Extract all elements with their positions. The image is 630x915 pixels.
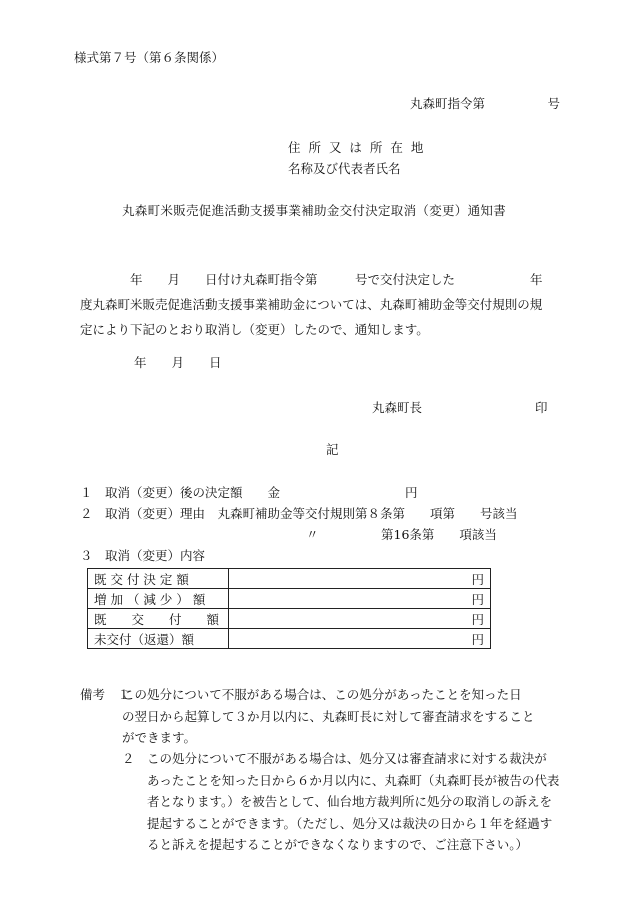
table-row-label: 未交付（返還）額 [88, 629, 229, 649]
table-row [88, 629, 491, 649]
table-row [88, 609, 491, 629]
document-number: 丸森町指令第 号 [410, 96, 561, 111]
table-row-value: 円 [229, 629, 491, 649]
item-contents: ３ 取消（変更）内容 [80, 548, 206, 563]
remark-line: この処分について不服がある場合は、この処分があったことを知った日 [122, 687, 522, 702]
item-decided-amount: １ 取消（変更）後の決定額 金 円 [80, 485, 418, 500]
table-row-label: 既 交 付 決 定 額 [88, 569, 229, 589]
table-row [88, 589, 491, 609]
notice-body [80, 267, 590, 342]
addressee-name-label: 名称及び代表者氏名 [288, 161, 401, 176]
table-row-value: 円 [229, 569, 491, 589]
form-number: 様式第７号（第６条関係） [74, 50, 225, 65]
table-row-label: 既 交 付 額 [88, 609, 229, 629]
body-line: 年 月 日付け丸森町指令第 号で交付決定した 年 [130, 272, 543, 287]
document-title: 丸森町米販売促進活動支援事業補助金交付決定取消（変更）通知書 [122, 203, 507, 218]
table-row [88, 569, 491, 589]
remark-line: あったことを知った日から６か月以内に、丸森町（丸森町長が被告の代表 [122, 772, 560, 788]
amount-table [87, 568, 491, 649]
issuer-title: 丸森町長 [372, 400, 423, 415]
table-row-value: 円 [229, 589, 491, 609]
body-line: 定により下記のとおり取消し（変更）したので、通知します。 [80, 322, 429, 337]
item-reason: ２ 取消（変更）理由 丸森町補助金等交付規則第８条第 項第 号該当 [80, 506, 518, 521]
remark-line: の翌日から起算して３か月以内に、丸森町長に対して審査請求をすること [122, 708, 535, 724]
remark-line: ２ この処分について不服がある場合は、処分又は審査請求に対する裁決が [122, 751, 547, 766]
table-row-label: 増 加 （ 減 少 ） 額 [88, 589, 229, 609]
seal-mark: 印 [535, 400, 548, 415]
remark-line: ると訴えを提起することができなくなりますので、ご注意下さい。） [122, 837, 529, 852]
table-row-value: 円 [229, 609, 491, 629]
remark-line: 提起することができます。（ただし、処分又は裁決の日から１年を経過す [122, 815, 553, 831]
remarks-heading: 備考 １ [80, 687, 131, 702]
remark-2 [122, 748, 602, 856]
ki-heading: 記 [326, 442, 339, 457]
item-reason-continuation: 〃 第16条第 項該当 [306, 527, 497, 542]
issue-date: 年 月 日 [134, 355, 222, 370]
addressee-address-label: 住 所 又 は 所 在 地 [288, 140, 426, 155]
remark-1 [122, 684, 602, 749]
remark-line: ができます。 [122, 730, 197, 745]
remark-line: 者となります。）を被告として、仙台地方裁判所に処分の取消しの訴えを [122, 794, 553, 809]
body-line: 度丸森町米販売促進活動支援事業補助金については、丸森町補助金等交付規則の規 [80, 297, 543, 312]
